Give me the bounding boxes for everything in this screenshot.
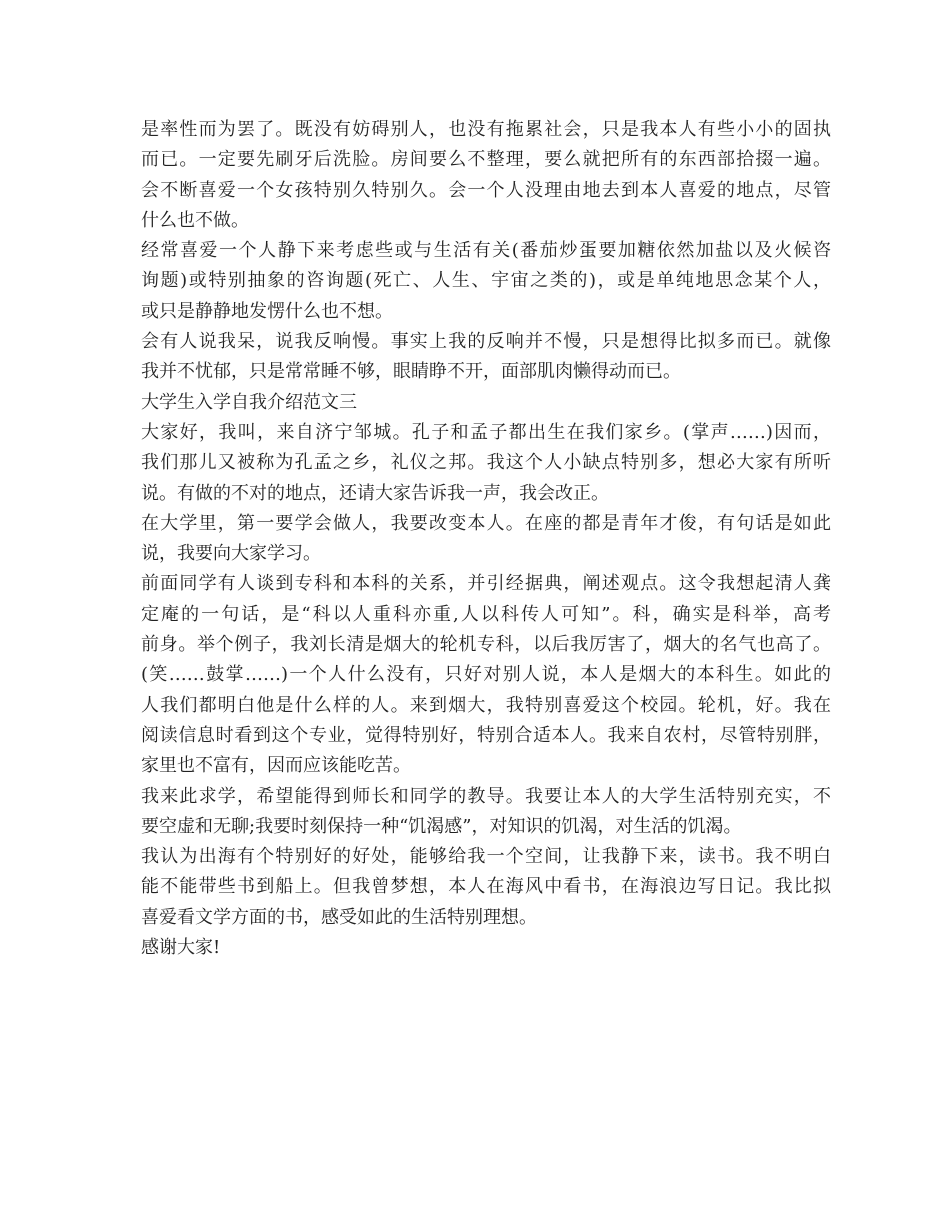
- text-line: 在大学里，第一要学会做人，我要改变本人。在座的都是青年才俊，有句话是如此: [141, 512, 831, 534]
- closing-line: 感谢大家!: [141, 937, 221, 959]
- text-line: 能不能带些书到船上。但我曾梦想，本人在海风中看书，在海浪边写日记。我比拟: [141, 876, 831, 898]
- text-line: 会不断喜爱一个女孩特别久特别久。会一个人没理由地去到本人喜爱的地点，尽管: [141, 179, 831, 201]
- text-line: 我认为出海有个特别好的好处，能够给我一个空间，让我静下来，读书。我不明白: [141, 846, 831, 868]
- text-line: 前身。举个例子，我刘长清是烟大的轮机专科，以后我厉害了，烟大的名气也高了。: [141, 634, 831, 656]
- text-line: 大家好，我叫，来自济宁邹城。孔子和孟子都出生在我们家乡。(掌声……)因而，: [141, 421, 831, 443]
- text-line: 而已。一定要先刷牙后洗脸。房间要么不整理，要么就把所有的东西部拾掇一遍。: [141, 149, 831, 171]
- text-line: 经常喜爱一个人静下来考虑些或与生活有关(番茄炒蛋要加糖依然加盐以及火候咨: [141, 240, 831, 262]
- text-line: 说，我要向大家学习。: [141, 543, 321, 565]
- text-line: 什么也不做。: [141, 209, 249, 231]
- text-line: 是率性而为罢了。既没有妨碍别人，也没有拖累社会，只是我本人有些小小的固执: [141, 119, 831, 140]
- text-line: 说。有做的不对的地点，还请大家告诉我一声，我会改正。: [141, 482, 609, 504]
- text-line: 我来此求学，希望能得到师长和同学的教导。我要让本人的大学生活特别充实，不: [141, 785, 831, 807]
- text-line: 会有人说我呆，说我反响慢。事实上我的反响并不慢，只是想得比拟多而已。就像: [141, 331, 831, 353]
- text-line: 询题)或特别抽象的咨询题(死亡、人生、宇宙之类的)，或是单纯地思念某个人，: [141, 270, 831, 292]
- text-line: 前面同学有人谈到专科和本科的关系，并引经据典，阐述观点。这令我想起清人龚: [141, 573, 831, 595]
- section-heading: 大学生入学自我介绍范文三: [141, 391, 357, 413]
- text-line: 或只是静静地发愣什么也不想。: [141, 300, 393, 322]
- text-line: 家里也不富有，因而应该能吃苦。: [141, 755, 411, 777]
- document-body: [141, 115, 831, 963]
- text-line: 喜爱看文学方面的书，感受如此的生活特别理想。: [141, 906, 537, 928]
- text-line: 要空虚和无聊;我要时刻保持一种“饥渴感”，对知识的饥渴，对生活的饥渴。: [141, 815, 742, 837]
- text-line: 我并不忧郁，只是常常睡不够，眼睛睁不开，面部肌肉懒得动而已。: [141, 361, 681, 383]
- text-line: 人我们都明白他是什么样的人。来到烟大，我特别喜爱这个校园。轮机，好。我在: [141, 694, 831, 716]
- text-line: 定庵的一句话，是“科以人重科亦重,人以科传人可知”。科，确实是科举，高考: [141, 603, 831, 625]
- text-line: 阅读信息时看到这个专业，觉得特别好，特别合适本人。我来自农村，尽管特别胖，: [141, 724, 831, 746]
- text-line: 我们那儿又被称为孔孟之乡，礼仪之邦。我这个人小缺点特别多，想必大家有所听: [141, 452, 831, 474]
- text-line: (笑……鼓掌……)一个人什么没有，只好对别人说，本人是烟大的本科生。如此的: [141, 664, 831, 686]
